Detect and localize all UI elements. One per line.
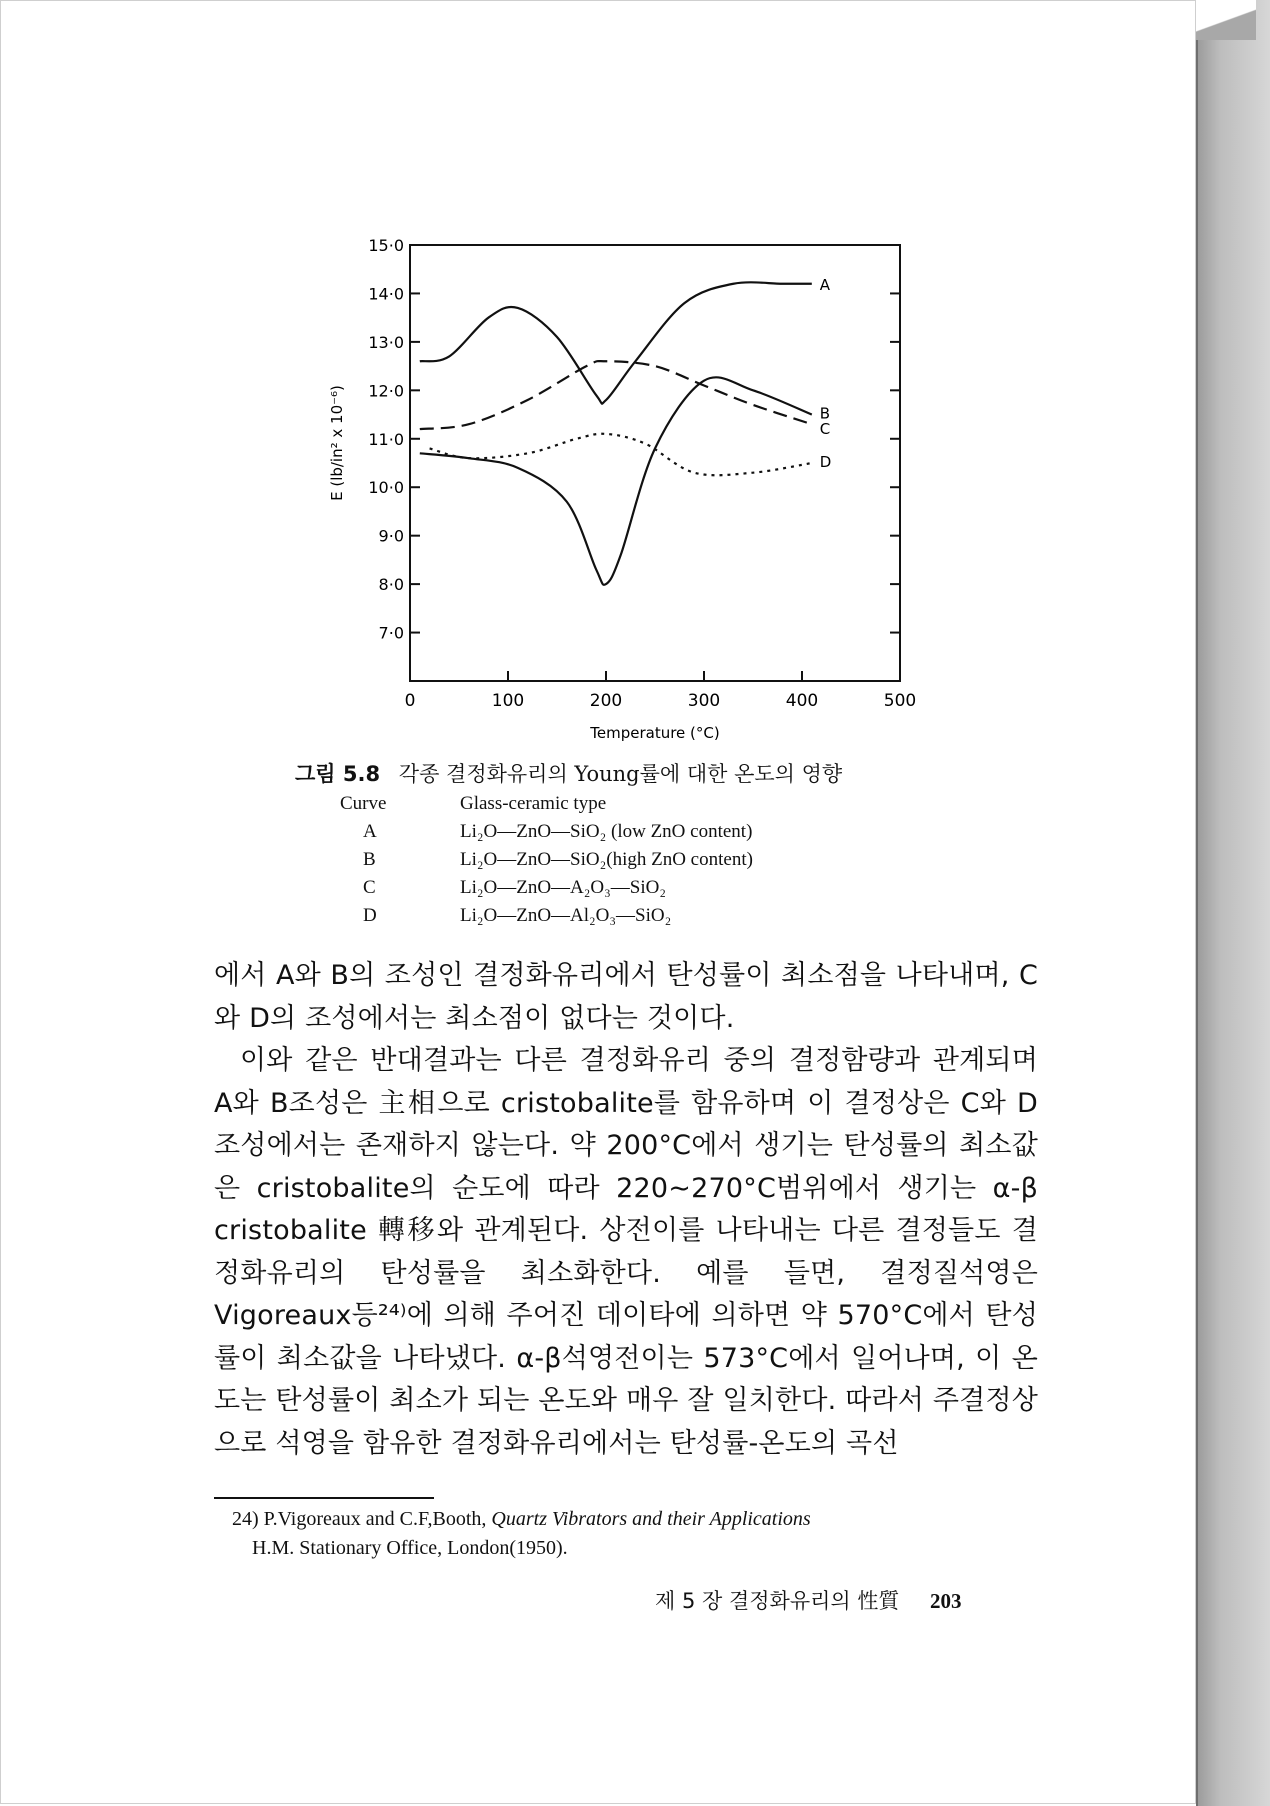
x-tick-label: 200 [589, 691, 623, 711]
legend-key: D [363, 905, 377, 926]
x-tick-label: 500 [883, 691, 917, 711]
legend-header-row [340, 790, 880, 818]
y-tick-label: 15·0 [368, 236, 404, 255]
figure-number: 그림 5.8 [295, 762, 381, 786]
legend-key: A [363, 821, 377, 842]
y-tick-label: 11·0 [368, 429, 404, 449]
series-line-D [430, 434, 812, 475]
legend-row [340, 818, 880, 846]
x-tick-label: 300 [687, 691, 721, 711]
footnote-prefix: 24) P.Vigoreaux and C.F,Booth, [232, 1508, 487, 1530]
legend-header-val: Glass-ceramic type [460, 793, 607, 814]
body-text [214, 955, 1038, 1465]
x-tick-label: 0 [404, 691, 416, 711]
series-line-A [420, 282, 812, 403]
page-number: 203 [930, 1589, 962, 1613]
series-label-B: B [819, 404, 831, 423]
series-line-C [420, 361, 812, 429]
x-axis-label: Temperature (°C) [590, 724, 720, 742]
chart-labels [328, 236, 916, 742]
legend-header-key: Curve [340, 793, 387, 814]
y-tick-label: 13·0 [368, 332, 404, 352]
paragraph: 에서 A와 B의 조성인 결정화유리에서 탄성률이 최소점을 나타내며, C와 D의 조성에서는 최소점이 없다는 것이다. [214, 960, 1038, 1034]
chart-series [420, 282, 812, 585]
legend-key: B [363, 849, 376, 870]
y-tick-label: 14·0 [368, 284, 404, 304]
figure-title: 각종 결정화유리의 Young률에 대한 온도의 영향 [398, 762, 843, 786]
x-tick-label: 100 [491, 691, 525, 711]
y-tick-label: 10·0 [368, 478, 404, 498]
footnote-title: Quartz Vibrators and their Applications [491, 1508, 811, 1530]
running-footer [655, 1585, 962, 1615]
y-tick-label: 9·0 [378, 526, 404, 546]
figure-caption [295, 758, 842, 788]
legend-row [340, 902, 880, 930]
series-label-C: C [819, 420, 831, 439]
page-corner-fold [1196, 0, 1256, 40]
legend-row [340, 874, 880, 902]
legend-val: Li₂O—ZnO—Al₂O₃—SiO₂ [460, 905, 672, 926]
y-tick-label: 8·0 [378, 575, 404, 595]
footnote-line2: H.M. Stationary Office, London(1950). [252, 1537, 568, 1559]
y-axis-label: E (lb/in² x 10⁻⁶) [328, 385, 346, 501]
x-tick-label: 400 [785, 691, 819, 711]
series-label-A: A [819, 275, 831, 294]
footnote-divider [214, 1497, 434, 1499]
y-tick-label: 12·0 [368, 381, 404, 401]
figure-chart [310, 225, 930, 745]
legend-key: C [363, 877, 376, 898]
legend-val: Li₂O—ZnO—A₂O₃—SiO₂ [460, 877, 666, 898]
y-tick-label: 7·0 [378, 623, 404, 643]
page-edge-shadow [1196, 0, 1270, 1806]
footnote [232, 1505, 811, 1563]
legend-val: Li₂O—ZnO—SiO₂(high ZnO content) [460, 849, 753, 870]
curve-legend-table [340, 790, 880, 930]
paragraph: 이와 같은 반대결과는 다른 결정화유리 중의 결정함량과 관계되며 A와 B조성은 主相으로 cristobalite를 함유하며 이 결정상은 C와 D조성에서는 존재하지 않는다. 약 200°C에서 생기는 탄성률의 최소값은 cristobalite의 순도에 따라 220∼270°C범위에서 생기는 α-β cristobalite 轉移와 관계된다. 상전이를 나타내는 다른 결정들도 결정화유리의 탄성률을 최소화한다. 예를 들면, 결정질석영은 Vigoreaux등²⁴⁾에 의해 주어진 데이타에 의하면 약 570°C에서 탄성률이 최소값을 나타냈다. α-β석영전이는 573°C에서 일어나며, 이 온도는 탄성률이 최소가 되는 온도와 매우 잘 일치한다. 따라서 주결정상으로 석영을 함유한 결정화유리에서는 탄성률-온도의 곡선 [214, 1045, 1038, 1459]
series-line-B [420, 377, 812, 585]
legend-row [340, 846, 880, 874]
legend-val: Li₂O—ZnO—SiO₂ (low ZnO content) [460, 821, 753, 842]
series-label-D: D [819, 453, 832, 471]
running-head: 제 5 장 결정화유리의 性質 [655, 1589, 900, 1613]
